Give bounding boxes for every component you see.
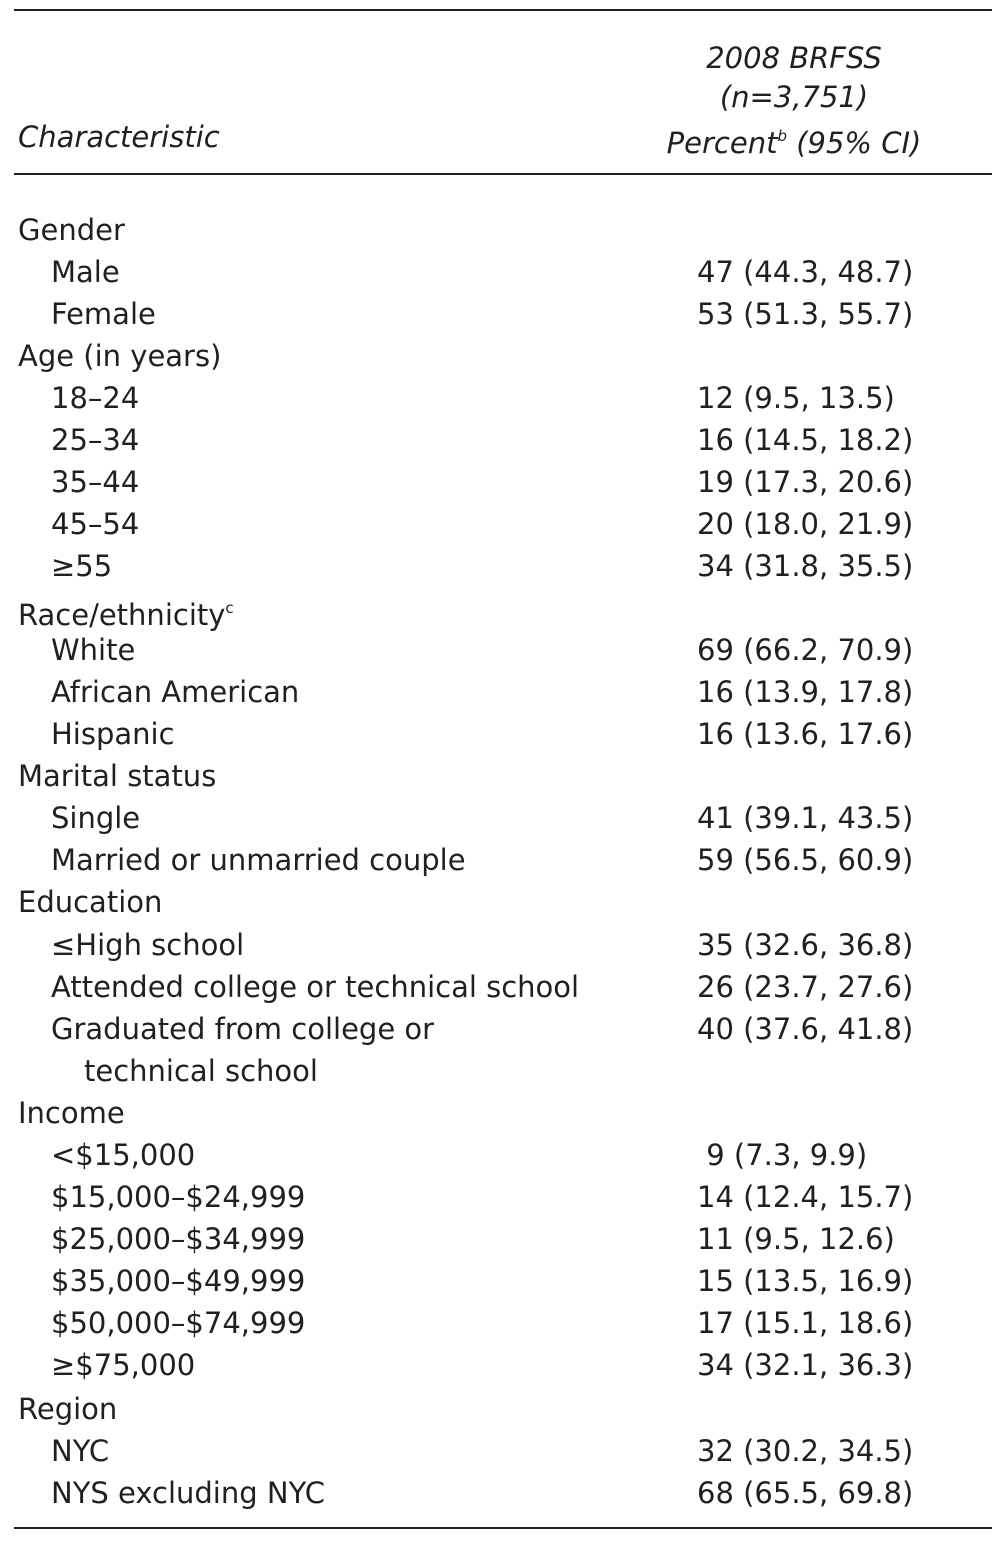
table-row xyxy=(0,1092,1004,1134)
table-row xyxy=(0,545,1004,587)
table-row xyxy=(0,503,1004,545)
footnote-marker-c: c xyxy=(225,599,234,617)
table-row xyxy=(0,1430,1004,1472)
table-row xyxy=(0,1388,1004,1430)
cell-value: 16 (13.9, 17.8) xyxy=(697,675,914,709)
table-row-continuation xyxy=(0,1050,1004,1092)
characteristic-header: Characteristic xyxy=(18,120,220,154)
row-label: ≥55 xyxy=(51,549,113,583)
row-label: $25,000–$34,999 xyxy=(51,1222,306,1256)
table-row xyxy=(0,671,1004,713)
row-label: $15,000–$24,999 xyxy=(51,1180,306,1214)
row-label: NYC xyxy=(51,1434,110,1468)
table-row xyxy=(0,1302,1004,1344)
table-row xyxy=(0,461,1004,503)
column-header-measure xyxy=(634,117,954,160)
cell-value: 11 (9.5, 12.6) xyxy=(697,1222,895,1256)
table-row xyxy=(0,293,1004,335)
table-row xyxy=(0,1008,1004,1050)
row-label: 18–24 xyxy=(51,381,140,415)
row-label: NYS excluding NYC xyxy=(51,1476,325,1510)
cell-value: 14 (12.4, 15.7) xyxy=(697,1180,914,1214)
footnote-marker-b: b xyxy=(777,127,787,145)
table-row xyxy=(0,966,1004,1008)
cell-value: 35 (32.6, 36.8) xyxy=(697,928,914,962)
cell-value: 34 (31.8, 35.5) xyxy=(697,549,914,583)
row-label: Single xyxy=(51,801,141,835)
column-header-percent: Percent xyxy=(666,126,778,160)
category-label: Age (in years) xyxy=(18,339,222,373)
column-header xyxy=(634,39,954,160)
row-label: $35,000–$49,999 xyxy=(51,1264,306,1298)
table-row xyxy=(0,251,1004,293)
column-header-ci: (95% CI) xyxy=(787,126,922,160)
row-label: Married or unmarried couple xyxy=(51,843,466,877)
row-label: 25–34 xyxy=(51,423,140,457)
header-rule xyxy=(14,173,992,175)
table-bottom-rule xyxy=(14,1527,992,1529)
table-row xyxy=(0,587,1004,632)
row-label: ≤High school xyxy=(51,928,245,962)
row-label: 45–54 xyxy=(51,507,140,541)
row-label: 35–44 xyxy=(51,465,140,499)
row-label: ≥$75,000 xyxy=(51,1348,196,1382)
table-row xyxy=(0,1260,1004,1302)
row-label: African American xyxy=(51,675,300,709)
column-header-survey: 2008 BRFSS xyxy=(706,41,882,75)
cell-value: 26 (23.7, 27.6) xyxy=(697,970,914,1004)
table-row xyxy=(0,1134,1004,1176)
column-header-sample-size: (n=3,751) xyxy=(719,80,869,114)
category-label: Education xyxy=(18,885,163,919)
table-row xyxy=(0,1218,1004,1260)
table-row xyxy=(0,377,1004,419)
table-row xyxy=(0,797,1004,839)
row-label: Male xyxy=(51,255,120,289)
category-label: Gender xyxy=(18,213,125,247)
cell-value: 68 (65.5, 69.8) xyxy=(697,1476,914,1510)
cell-value: 53 (51.3, 55.7) xyxy=(697,297,914,331)
cell-value: 40 (37.6, 41.8) xyxy=(697,1012,914,1046)
table-row xyxy=(0,1344,1004,1386)
cell-value: 32 (30.2, 34.5) xyxy=(697,1434,914,1468)
category-label: Region xyxy=(18,1392,118,1426)
cell-value: 59 (56.5, 60.9) xyxy=(697,843,914,877)
row-label: Hispanic xyxy=(51,717,175,751)
category-label: Income xyxy=(18,1096,125,1130)
table-row xyxy=(0,713,1004,755)
row-label-continuation: technical school xyxy=(84,1054,318,1088)
table-row xyxy=(0,1176,1004,1218)
table-row xyxy=(0,881,1004,923)
cell-value: 16 (13.6, 17.6) xyxy=(697,717,914,751)
row-label: $50,000–$74,999 xyxy=(51,1306,306,1340)
cell-value: 15 (13.5, 16.9) xyxy=(697,1264,914,1298)
table-row xyxy=(0,629,1004,671)
category-label-text: Race/ethnicity xyxy=(18,598,226,632)
table-top-rule xyxy=(14,9,992,11)
row-label: Female xyxy=(51,297,156,331)
cell-value: 20 (18.0, 21.9) xyxy=(697,507,914,541)
cell-value: 47 (44.3, 48.7) xyxy=(697,255,914,289)
table-row xyxy=(0,335,1004,377)
cell-value: 12 (9.5, 13.5) xyxy=(697,381,895,415)
category-label: Marital status xyxy=(18,759,217,793)
table-row xyxy=(0,419,1004,461)
cell-value: 41 (39.1, 43.5) xyxy=(697,801,914,835)
table-row xyxy=(0,839,1004,881)
cell-value: 16 (14.5, 18.2) xyxy=(697,423,914,457)
table-row xyxy=(0,755,1004,797)
row-label: Attended college or technical school xyxy=(51,970,580,1004)
table-row xyxy=(0,1472,1004,1514)
row-label: <$15,000 xyxy=(51,1138,196,1172)
table-row xyxy=(0,209,1004,251)
cell-value: 17 (15.1, 18.6) xyxy=(697,1306,914,1340)
cell-value: 9 (7.3, 9.9) xyxy=(697,1138,868,1172)
row-label: Graduated from college or xyxy=(51,1012,435,1046)
table-row xyxy=(0,924,1004,966)
row-label: White xyxy=(51,633,136,667)
cell-value: 69 (66.2, 70.9) xyxy=(697,633,914,667)
cell-value: 19 (17.3, 20.6) xyxy=(697,465,914,499)
cell-value: 34 (32.1, 36.3) xyxy=(697,1348,914,1382)
